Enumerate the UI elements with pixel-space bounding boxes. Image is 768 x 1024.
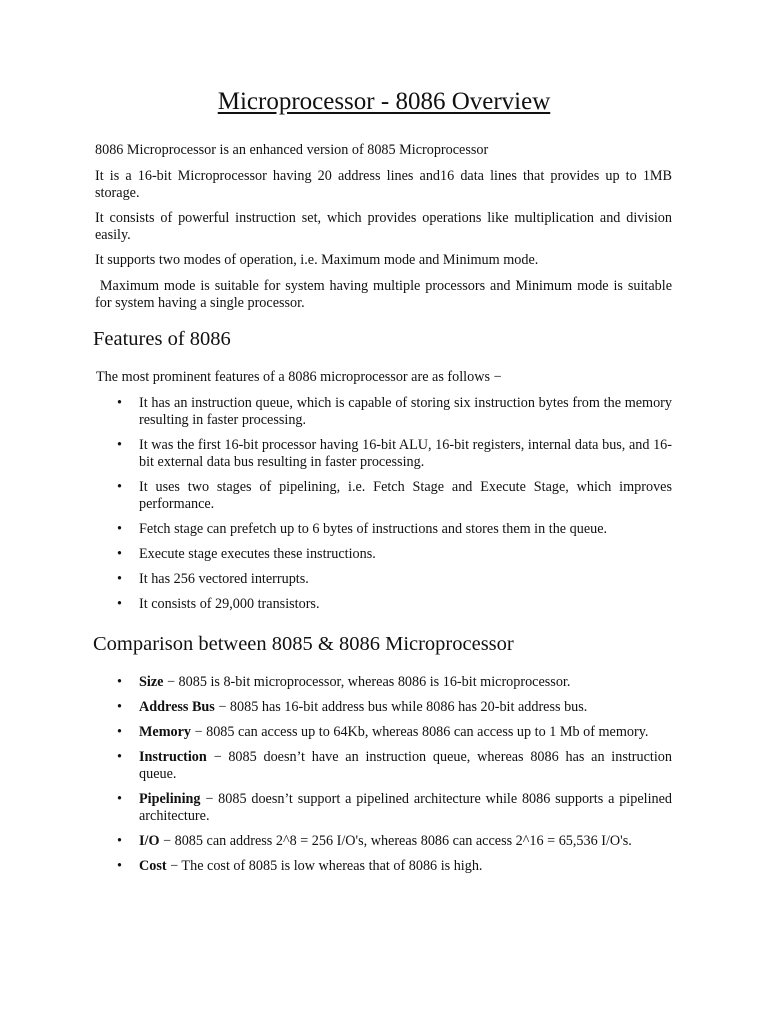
list-item	[0, 521, 768, 538]
list-item	[0, 546, 768, 563]
term-label: Instruction	[139, 749, 207, 765]
list-item-text: It uses two stages of pipelining, i.e. Fetch Stage and Execute Stage, which improves performance.	[139, 479, 672, 512]
bullet-icon: •	[117, 437, 122, 453]
term-label: Memory	[139, 724, 191, 740]
page-title: Microprocessor - 8086 Overview	[217, 88, 551, 115]
features-heading: Features of 8086	[93, 328, 231, 350]
list-item	[0, 479, 768, 513]
term-description: − 8085 is 8-bit microprocessor, whereas 8086 is 16-bit microprocessor.	[163, 674, 571, 690]
list-item	[0, 724, 768, 741]
list-item	[0, 833, 768, 850]
term-label: Pipelining	[139, 791, 201, 807]
list-item	[0, 791, 768, 825]
bullet-icon: •	[117, 791, 122, 807]
list-item	[0, 437, 768, 471]
list-item-text: Execute stage executes these instructions.	[139, 546, 376, 562]
features-intro: The most prominent features of a 8086 microprocessor are as follows −	[96, 369, 502, 385]
term-description: − 8085 doesn’t support a pipelined architecture while 8086 supports a pipelined architecture.	[139, 791, 672, 824]
list-item-text: It has 256 vectored interrupts.	[139, 571, 309, 587]
bullet-icon: •	[117, 521, 122, 537]
bullet-icon: •	[117, 724, 122, 740]
term-description: − 8085 can address 2^8 = 256 I/O's, whereas 8086 can access 2^16 = 65,536 I/O's.	[159, 833, 632, 849]
bullet-icon: •	[117, 395, 122, 411]
list-item-text: Fetch stage can prefetch up to 6 bytes of instructions and stores them in the queue.	[139, 521, 608, 537]
bullet-icon: •	[117, 833, 122, 849]
bullet-icon: •	[117, 479, 122, 495]
list-item	[0, 596, 768, 613]
bullet-icon: •	[117, 571, 122, 587]
paragraph: It is a 16-bit Microprocessor having 20 address lines and16 data lines that provides up to 1MB storage.	[95, 168, 672, 201]
list-item	[0, 571, 768, 588]
list-item-text: It has an instruction queue, which is capable of storing six instruction bytes from the memory resulting in faster processing.	[139, 395, 672, 428]
paragraph: 8086 Microprocessor is an enhanced version of 8085 Microprocessor	[95, 142, 489, 158]
list-item-text: It consists of 29,000 transistors.	[139, 596, 320, 612]
paragraph: It consists of powerful instruction set, which provides operations like multiplication and division easily.	[95, 210, 672, 243]
term-description: − 8085 can access up to 64Kb, whereas 8086 can access up to 1 Mb of memory.	[191, 724, 649, 740]
list-item-text: It was the first 16-bit processor having 16-bit ALU, 16-bit registers, internal data bus, and 16-bit external data bus resulting in faster processing.	[139, 437, 672, 470]
bullet-icon: •	[117, 699, 122, 715]
term-label: I/O	[139, 833, 160, 849]
bullet-icon: •	[117, 546, 122, 562]
paragraph: It supports two modes of operation, i.e. Maximum mode and Minimum mode.	[95, 252, 539, 268]
bullet-icon: •	[117, 749, 122, 765]
bullet-icon: •	[117, 674, 122, 690]
term-label: Size	[139, 674, 164, 690]
list-item	[0, 858, 768, 875]
term-label: Cost	[139, 858, 167, 874]
comparison-heading: Comparison between 8085 & 8086 Microprocessor	[93, 633, 514, 655]
list-item	[0, 674, 768, 691]
paragraph: Maximum mode is suitable for system having multiple processors and Minimum mode is suitable for system having a single processor.	[95, 278, 676, 311]
term-description: − 8085 has 16-bit address bus while 8086 has 20-bit address bus.	[214, 699, 588, 715]
list-item	[0, 395, 768, 429]
comparison-list	[0, 674, 768, 875]
features-list	[0, 395, 768, 613]
term-description: − 8085 doesn’t have an instruction queue, whereas 8086 has an instruction queue.	[139, 749, 672, 782]
term-label: Address Bus	[139, 699, 215, 715]
bullet-icon: •	[117, 858, 122, 874]
term-description: − The cost of 8085 is low whereas that of 8086 is high.	[166, 858, 483, 874]
bullet-icon: •	[117, 596, 122, 612]
list-item	[0, 749, 768, 783]
list-item	[0, 699, 768, 716]
